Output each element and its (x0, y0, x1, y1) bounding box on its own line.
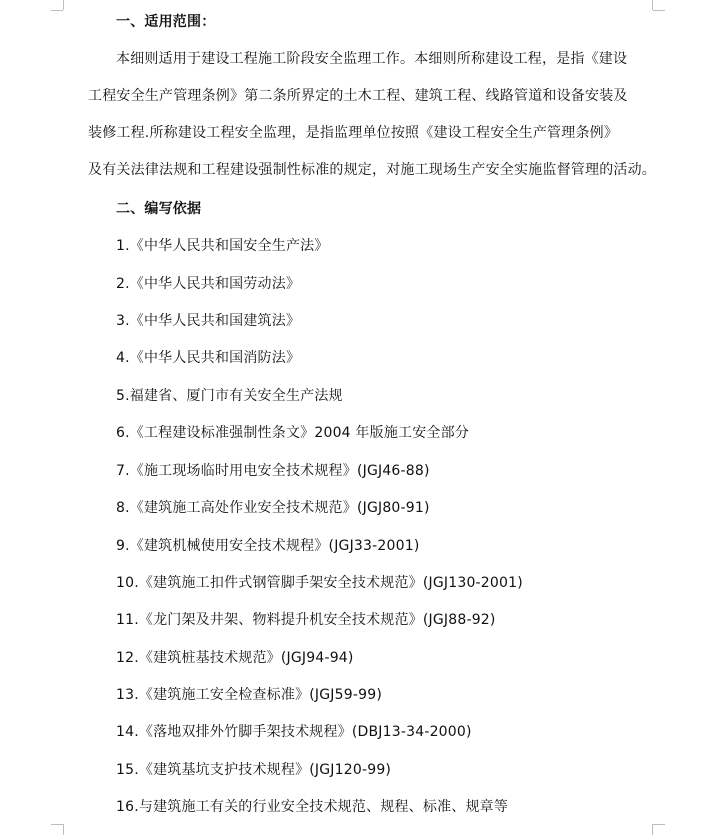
list-item: 5.福建省、厦门市有关安全生产法规 (116, 388, 343, 404)
paragraph-line: 及有关法律法规和工程建设强制性标准的规定，对施工现场生产安全实施监督管理的活动。 (88, 162, 656, 178)
crop-mark (653, 10, 665, 11)
list-item: 12.《建筑桩基技术规范》(JGJ94-94) (116, 650, 354, 666)
crop-mark (63, 824, 64, 835)
list-item: 15.《建筑基坑支护技术规程》(JGJ120-99) (116, 762, 392, 778)
crop-mark (652, 0, 653, 10)
crop-mark (63, 0, 64, 10)
list-item: 1.《中华人民共和国安全生产法》 (116, 238, 329, 254)
crop-mark (652, 824, 653, 835)
list-item: 6.《工程建设标准强制性条文》2004 年版施工安全部分 (116, 425, 470, 441)
list-item: 3.《中华人民共和国建筑法》 (116, 313, 301, 329)
paragraph-line: 工程安全生产管理条例》第二条所界定的土木工程、建筑工程、线路管道和设备安装及 (88, 88, 628, 104)
paragraph-line: 装修工程.所称建设工程安全监理，是指监理单位按照《建设工程安全生产管理条例》 (88, 125, 619, 141)
list-item: 7.《施工现场临时用电安全技术规程》(JGJ46-88) (116, 463, 430, 479)
list-item: 4.《中华人民共和国消防法》 (116, 350, 301, 366)
list-item: 2.《中华人民共和国劳动法》 (116, 276, 301, 292)
paragraph-line: 本细则适用于建设工程施工阶段安全监理工作。本细则所称建设工程，是指《建设 (116, 51, 628, 67)
crop-mark (51, 10, 63, 11)
list-item: 9.《建筑机械使用安全技术规程》(JGJ33-2001) (116, 538, 420, 554)
list-item: 8.《建筑施工高处作业安全技术规范》(JGJ80-91) (116, 500, 430, 516)
list-item: 16.与建筑施工有关的行业安全技术规范、规程、标准、规章等 (116, 799, 509, 815)
crop-mark (51, 824, 63, 825)
list-item: 13.《建筑施工安全检查标准》(JGJ59-99) (116, 687, 382, 703)
list-item: 10.《建筑施工扣件式钢管脚手架安全技术规范》(JGJ130-2001) (116, 575, 523, 591)
list-item: 11.《龙门架及井架、物料提升机安全技术规范》(JGJ88-92) (116, 612, 496, 628)
section2-heading: 二、编写依据 (116, 201, 202, 217)
section1-heading: 一、适用范围： (116, 14, 216, 30)
crop-mark (653, 824, 665, 825)
list-item: 14.《落地双排外竹脚手架技术规程》(DBJ13-34-2000) (116, 724, 472, 740)
